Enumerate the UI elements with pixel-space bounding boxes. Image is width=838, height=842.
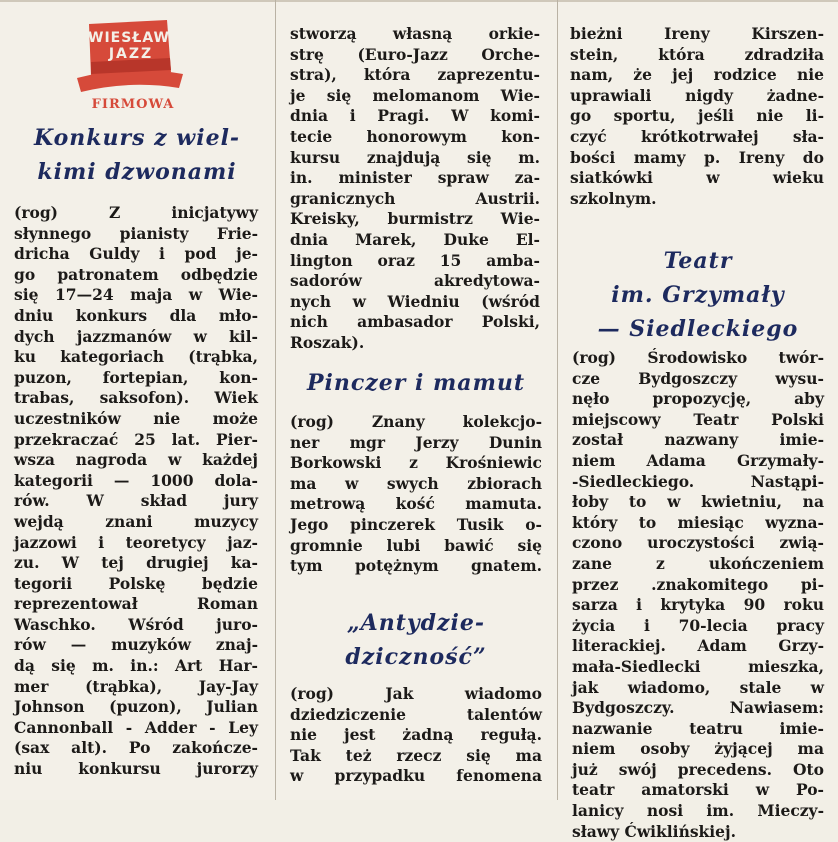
- article3-title-line-2: dziczność”: [345, 644, 487, 670]
- text-line: Bydgoszczy. Nawiasem:: [572, 698, 824, 718]
- text-line: go patronatem odbędzie: [14, 264, 258, 284]
- text-line: czono uroczystości zwią-: [572, 533, 824, 553]
- text-line: puzon, fortepian, kon-: [14, 367, 258, 387]
- article3-title-line-1: „Antydzie-: [346, 610, 486, 636]
- text-line: już swój precedens. Oto: [572, 759, 824, 779]
- text-line: został nazwany imie-: [572, 430, 824, 450]
- text-line: Roszak).: [290, 332, 365, 352]
- text-line: Johnson (puzon), Julian: [14, 697, 258, 717]
- text-line: dą się m. in.: Art Har-: [14, 656, 258, 676]
- text-line: (rog) Z inicjatywy: [14, 203, 258, 222]
- text-line: (rog) Znany kolekcjo-: [290, 412, 542, 431]
- text-line: -Siedleckiego. Nastąpi-: [572, 471, 824, 491]
- text-line: Kreisky, burmistrz Wie-: [290, 209, 540, 229]
- text-line: nęło propozycję, aby: [572, 389, 824, 409]
- text-line: lington oraz 15 amba-: [290, 250, 540, 270]
- text-line: zu. W tej drugiej ka-: [14, 553, 258, 573]
- text-line: niem osoby żyjącej ma: [572, 739, 824, 759]
- text-line: który to miesiąc wyzna-: [572, 512, 824, 532]
- article4-title-line-1: Teatr: [663, 248, 733, 274]
- text-line: stworzą własną orkie-: [290, 24, 540, 43]
- text-line: w przypadku fenomena: [290, 766, 542, 786]
- article3-title: [276, 606, 556, 674]
- text-line: granicznych Austrii.: [290, 188, 540, 208]
- text-line: się 17—24 maja w Wie-: [14, 285, 258, 305]
- logo-top-text: WIESŁAW: [88, 30, 170, 46]
- text-line: dziedziczenie talentów: [290, 704, 542, 724]
- text-line: nie jest żadną regułą.: [290, 725, 542, 745]
- text-line: uczestników nie może: [14, 408, 258, 428]
- text-line: mała-Siedlecki mieszka,: [572, 656, 824, 676]
- text-line: rów. W skład jury: [14, 491, 258, 511]
- text-line: metrową kość mamuta.: [290, 494, 542, 514]
- text-line: sławy Ćwiklińskiej.: [572, 821, 737, 841]
- text-line: siatkówki w wieku: [570, 168, 824, 188]
- text-line: niu konkursu jurorzy: [14, 759, 258, 779]
- text-line: bieżni Ireny Kirszen-: [570, 24, 824, 43]
- text-line: nych w Wiedniu (wśród: [290, 291, 540, 311]
- text-line: czyć krótkotrwałej sła-: [570, 126, 824, 146]
- text-line: stra), która zaprezentu-: [290, 65, 540, 85]
- text-line: ner mgr Jerzy Dunin: [290, 432, 542, 452]
- article1-title-line-1: Konkurs z wiel-: [33, 125, 241, 151]
- text-line: strę (Euro-Jazz Orche-: [290, 44, 540, 64]
- article3-body-continued: [570, 24, 824, 209]
- text-line: tym potężnym gnatem.: [290, 556, 542, 576]
- text-line: sarza i krytyka 90 roku: [572, 595, 824, 615]
- text-line: życia i 70-lecia pracy: [572, 615, 824, 635]
- article1-body: [14, 203, 258, 780]
- text-line: stein, która zdradziła: [570, 44, 824, 64]
- text-line: bości mamy p. Ireny do: [570, 147, 824, 167]
- text-line: Waschko. Wśród juro-: [14, 614, 258, 634]
- text-line: kategorii — 1000 dola-: [14, 470, 258, 490]
- text-line: jazzowi i teoretycy jaz-: [14, 532, 258, 552]
- text-line: in. minister spraw za-: [290, 168, 540, 188]
- text-line: trabas, saksofon). Wiek: [14, 388, 258, 408]
- text-line: ma w swych zbiorach: [290, 473, 542, 493]
- logo-mid-text: JAZZ: [108, 46, 154, 62]
- text-line: go sportu, jeśli nie li-: [570, 106, 824, 126]
- article1-title-line-2: kimi dzwonami: [37, 159, 237, 185]
- text-line: dnia i Pragi. W komi-: [290, 106, 540, 126]
- text-line: rów — muzyków znaj-: [14, 635, 258, 655]
- jazz-hat-logo: [75, 14, 185, 114]
- text-line: dych jazzmanów w kil-: [14, 326, 258, 346]
- logo-bottom-text: FIRMOWA: [91, 97, 175, 112]
- article1-title: [12, 121, 262, 189]
- text-line: Jego pinczerek Tusik o-: [290, 514, 542, 534]
- article4-title-line-2: im. Grzymały: [611, 282, 785, 308]
- article4-title: [558, 244, 838, 346]
- text-line: łoby to w kwietniu, na: [572, 492, 824, 512]
- article4-body: [572, 348, 824, 842]
- text-line: kursu znajdują się m.: [290, 147, 540, 167]
- text-line: cze Bydgoszczy wysu-: [572, 368, 824, 388]
- text-line: miejscowy Teatr Polski: [572, 409, 824, 429]
- text-line: słynnego pianisty Frie-: [14, 223, 258, 243]
- text-line: ku kategoriach (trąbka,: [14, 347, 258, 367]
- text-line: gromnie lubi bawić się: [290, 535, 542, 555]
- text-line: dniu konkurs dla mło-: [14, 305, 258, 325]
- text-line: dnia Marek, Duke El-: [290, 229, 540, 249]
- text-line: sadorów akredytowa-: [290, 271, 540, 291]
- article2-title: Pinczer i mamut: [306, 370, 526, 396]
- text-line: Tak też rzecz się ma: [290, 745, 542, 765]
- article4-title-line-3: — Siedleckiego: [597, 316, 799, 342]
- text-line: nazwanie teatru imie-: [572, 718, 824, 738]
- text-line: teatr amatorski w Po-: [572, 780, 824, 800]
- text-line: dricha Guldy i pod je-: [14, 244, 258, 264]
- text-line: literackiej. Adam Grzy-: [572, 636, 824, 656]
- text-line: (rog) Środowisko twór-: [572, 348, 824, 367]
- text-line: (rog) Jak wiadomo: [290, 684, 542, 703]
- text-line: nich ambasador Polski,: [290, 312, 540, 332]
- text-line: tecie honorowym kon-: [290, 126, 540, 146]
- article3-body: [290, 684, 542, 787]
- column-1: [0, 0, 275, 800]
- text-line: reprezentował Roman: [14, 594, 258, 614]
- text-line: zane z ukończeniem: [572, 553, 824, 573]
- column-2: [276, 0, 556, 800]
- text-line: przez .znakomitego pi-: [572, 574, 824, 594]
- text-line: tegorii Polskę będzie: [14, 573, 258, 593]
- text-line: jak wiadomo, stale w: [572, 677, 824, 697]
- article1-body-continued: [290, 24, 540, 354]
- text-line: (sax alt). Po zakończe-: [14, 738, 258, 758]
- text-line: wejdą znani muzycy: [14, 511, 258, 531]
- column-3: [558, 0, 838, 841]
- text-line: uprawiali nigdy żadne-: [570, 85, 824, 105]
- article2-body: [290, 412, 542, 577]
- text-line: Cannonball - Adder - Ley: [14, 717, 258, 737]
- text-line: Borkowski z Krośniewic: [290, 453, 542, 473]
- text-line: nam, że jej rodzice nie: [570, 65, 824, 85]
- text-line: szkolnym.: [570, 188, 657, 208]
- text-line: mer (trąbka), Jay-Jay: [14, 676, 258, 696]
- text-line: wsza nagroda w każdej: [14, 450, 258, 470]
- text-line: je się melomanom Wie-: [290, 85, 540, 105]
- text-line: przekraczać 25 lat. Pier-: [14, 429, 258, 449]
- text-line: lanicy nosi im. Mieczy-: [572, 801, 824, 821]
- text-line: niem Adama Grzymały-: [572, 450, 824, 470]
